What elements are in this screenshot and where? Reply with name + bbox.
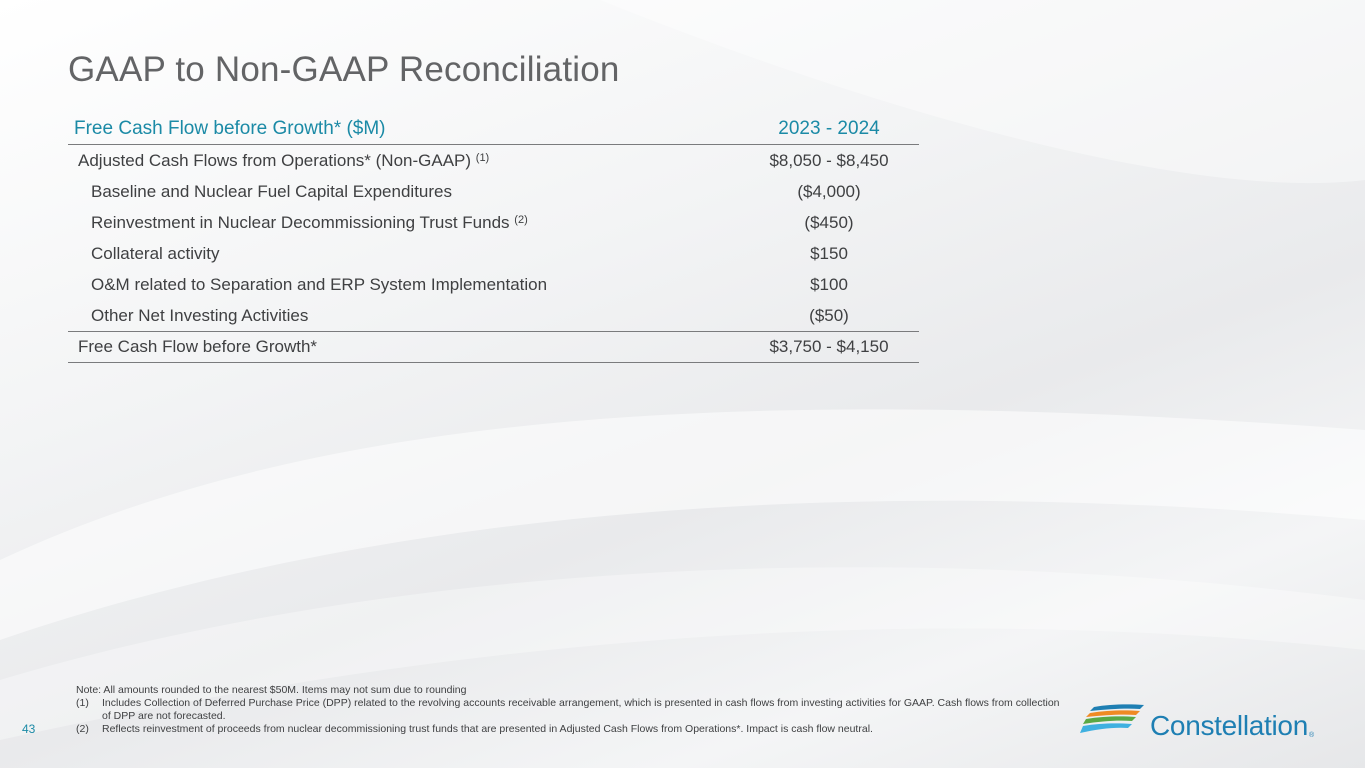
table-row (68, 176, 919, 207)
page-number: 43 (22, 722, 36, 736)
row-label: Other Net Investing Activities (91, 305, 309, 325)
footnote-number: (1) (76, 697, 89, 709)
footnote-text: Includes Collection of Deferred Purchase Price (DPP) related to the revolving accounts receivable arrangement, which is presented in cash flows from investing activities for GAAP. Cash flows from collection of DPP are not forecasted. (102, 697, 1060, 722)
row-value: ($4,000) (797, 181, 861, 201)
table-row (68, 238, 919, 269)
row-value: ($50) (809, 305, 849, 325)
row-value: ($450) (804, 212, 854, 232)
logo-registered-mark: ® (1308, 731, 1315, 739)
row-value: $100 (810, 274, 848, 294)
footnote-item (76, 723, 1066, 736)
table-row (68, 300, 919, 331)
general-note: Note: All amounts rounded to the nearest $50M. Items may not sum due to rounding (76, 684, 467, 696)
table-row (68, 269, 919, 300)
header-label: Free Cash Flow before Growth* ($M) (74, 117, 386, 139)
footnote-item (76, 697, 1066, 723)
total-row (68, 331, 919, 363)
footnote-text: Reflects reinvestment of proceeds from nuclear decommissioning trust funds that are presented in Adjusted Cash Flows from Operations*. Impact is cash flow neutral. (102, 723, 873, 735)
table-header (68, 113, 919, 145)
total-label: Free Cash Flow before Growth* (78, 337, 318, 356)
row-label: Reinvestment in Nuclear Decommissioning Trust Funds $^{(2)}$ (91, 212, 528, 232)
footnote-number: (2) (76, 723, 89, 735)
page-title: GAAP to Non-GAAP Reconciliation (68, 50, 620, 89)
constellation-logo (1080, 700, 1314, 742)
footnotes (76, 684, 1066, 736)
row-value: $8,050 - $8,450 (769, 150, 889, 170)
logo-text: Constellation (1150, 710, 1308, 741)
row-label: Baseline and Nuclear Fuel Capital Expenditures (91, 181, 452, 201)
table-row (68, 145, 919, 176)
header-period: 2023 - 2024 (778, 117, 880, 139)
row-value: $150 (810, 243, 848, 263)
logo-swoosh-icon (1080, 703, 1146, 739)
total-value: $3,750 - $4,150 (769, 337, 889, 356)
table-row (68, 207, 919, 238)
row-label: Adjusted Cash Flows from Operations* (Non-GAAP) $^{(1)}$ (78, 150, 490, 170)
row-label: Collateral activity (91, 243, 220, 263)
row-label: O&M related to Separation and ERP System Implementation (91, 274, 548, 294)
reconciliation-table (68, 113, 919, 363)
